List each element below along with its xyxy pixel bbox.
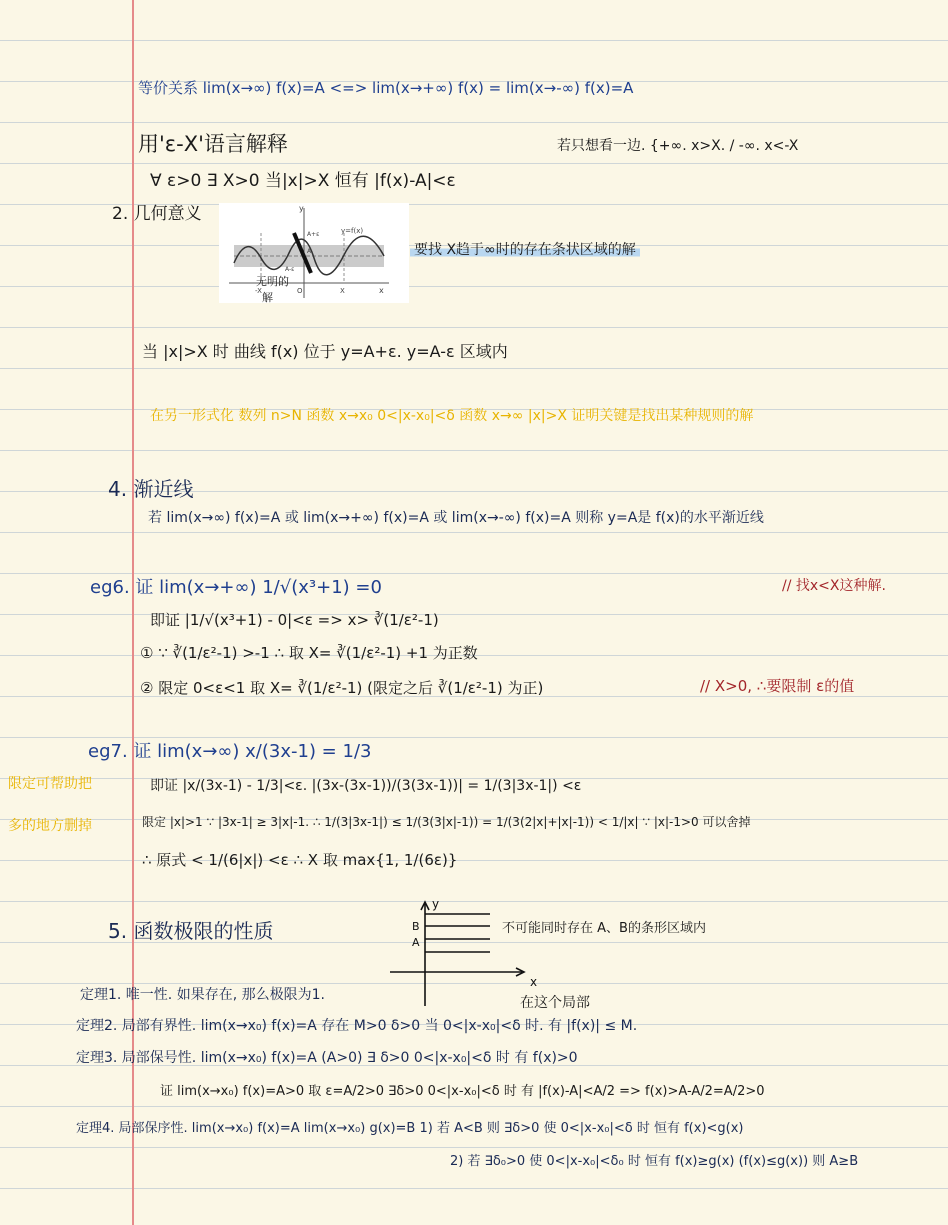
example-7-step-2: 限定 |x|>1 ∵ |3x-1| ≥ 3|x|-1. ∴ 1/(3|3x-1|) ≤ 1/(3(3|x|-1)) = 1/(3(2|x|+|x|-1)) < 1/|x| ∵ |x|-1>0 可以舍掉 xyxy=(142,815,751,829)
example-6-step-1: 即证 |1/√(x³+1) - 0|<ε => x> ∛(1/ε²-1) xyxy=(150,611,439,629)
fig-x-axis-label: x xyxy=(379,286,384,295)
fig-zero: O xyxy=(297,287,303,295)
example-6-step-3: ② 限定 0<ε<1 取 X= ∛(1/ε²-1) (限定之后 ∛(1/ε²-1) 为正) xyxy=(140,679,544,697)
fig-neg-x: -X xyxy=(255,287,262,295)
diagram-b-label: B xyxy=(412,920,420,933)
figure-annotation-1: 无明的 xyxy=(256,275,289,288)
theorem-2: 定理2. 局部有界性. lim(x→x₀) f(x)=A 存在 M>0 δ>0 当 0<|x-x₀|<δ 时. 有 |f(x)| ≤ M. xyxy=(76,1018,638,1034)
section-4-title: 4. 渐近线 xyxy=(108,477,194,501)
band-explanation-text: 要找 X趋于∞时的存在条状区域的解 xyxy=(410,242,640,258)
definition-line: ∀ ε>0 ∃ X>0 当|x|>X 恒有 |f(x)-A|<ε xyxy=(150,171,456,191)
equivalence-line: 等价关系 lim(x→∞) f(x)=A <=> lim(x→+∞) f(x) = lim(x→-∞) f(x)=A xyxy=(138,79,634,97)
fig-upper-band: A+ε xyxy=(307,231,320,238)
side-note-2: 多的地方删掉 xyxy=(8,818,92,834)
theorem-1: 定理1. 唯一性. 如果存在, 那么极限为1. xyxy=(80,987,325,1003)
section-2-title: 2. 几何意义 xyxy=(112,204,202,224)
section-5-title: 5. 函数极限的性质 xyxy=(108,919,274,943)
asymptote-definition: 若 lim(x→∞) f(x)=A 或 lim(x→+∞) f(x)=A 或 lim(x→-∞) f(x)=A 则称 y=A是 f(x)的水平渐近线 xyxy=(148,510,764,526)
diagram-y-label: y xyxy=(432,897,440,911)
region-axis-diagram xyxy=(390,896,540,1011)
example-7-step-3: ∴ 原式 < 1/(6|x|) <ε ∴ X 取 max{1, 1/(6ε)} xyxy=(142,851,458,869)
diagram-a-label: A xyxy=(412,936,420,949)
theorem-4: 定理4. 局部保序性. lim(x→x₀) f(x)=A lim(x→x₀) g(x)=B 1) 若 A<B 则 ∃δ>0 使 0<|x-x₀|<δ 时 恒有 f(x)<g(x) xyxy=(76,1121,744,1136)
fig-pos-x: X xyxy=(340,287,345,295)
figure-annotation-2: 解 xyxy=(262,291,273,304)
margin-line xyxy=(132,0,134,1225)
fig-curve-label: y=f(x) xyxy=(341,227,364,235)
side-note-1: 限定可帮助把 xyxy=(8,776,92,792)
theorem-4-part-2: 2) 若 ∃δ₀>0 使 0<|x-x₀|<δ₀ 时 恒有 f(x)≥g(x) (f(x)≤g(x)) 则 A≥B xyxy=(450,1154,859,1169)
example-6-note-1: // 找x<X这种解. xyxy=(782,578,886,594)
band-condition-line: 当 |x|>X 时 曲线 f(x) 位于 y=A+ε. y=A-ε 区域内 xyxy=(142,342,508,361)
example-7-step-1: 即证 |x/(3x-1) - 1/3|<ε. |(3x-(3x-1))/(3(3x-1))| = 1/(3|3x-1|) <ε xyxy=(150,778,582,794)
region-note: 不可能同时存在 A、B的条形区域内 xyxy=(502,921,706,936)
diagram-x-label: x xyxy=(530,975,538,989)
one-side-note: 若只想看一边. {+∞. x>X. / -∞. x<-X xyxy=(557,138,799,154)
fig-y-axis-label: y xyxy=(299,204,304,213)
band-explanation xyxy=(410,242,640,258)
local-note: 在这个局部 xyxy=(520,995,590,1011)
formalization-note: 在另一形式化 数列 n>N 函数 x→x₀ 0<|x-x₀|<δ 函数 x→∞ |x|>X 证明关键是找出某种规则的解 xyxy=(150,408,754,424)
example-6-title: eg6. 证 lim(x→+∞) 1/√(x³+1) =0 xyxy=(90,577,382,598)
example-6-note-2: // X>0, ∴要限制 ε的值 xyxy=(700,677,855,695)
example-7-title: eg7. 证 lim(x→∞) x/(3x-1) = 1/3 xyxy=(88,741,372,762)
epsilon-x-heading: 用'ε-X'语言解释 xyxy=(138,132,288,156)
theorem-3: 定理3. 局部保号性. lim(x→x₀) f(x)=A (A>0) ∃ δ>0 0<|x-x₀|<δ 时 有 f(x)>0 xyxy=(76,1050,578,1066)
example-6-step-2: ① ∵ ∛(1/ε²-1) >-1 ∴ 取 X= ∛(1/ε²-1) +1 为正数 xyxy=(140,644,478,662)
theorem-3-proof: 证 lim(x→x₀) f(x)=A>0 取 ε=A/2>0 ∃δ>0 0<|x-x₀|<δ 时 有 |f(x)-A|<A/2 => f(x)>A-A/2=A/2>0 xyxy=(160,1084,765,1099)
fig-mid: A xyxy=(307,248,312,255)
limit-graph-figure xyxy=(219,203,409,303)
fig-lower-band: A-ε xyxy=(285,266,295,273)
